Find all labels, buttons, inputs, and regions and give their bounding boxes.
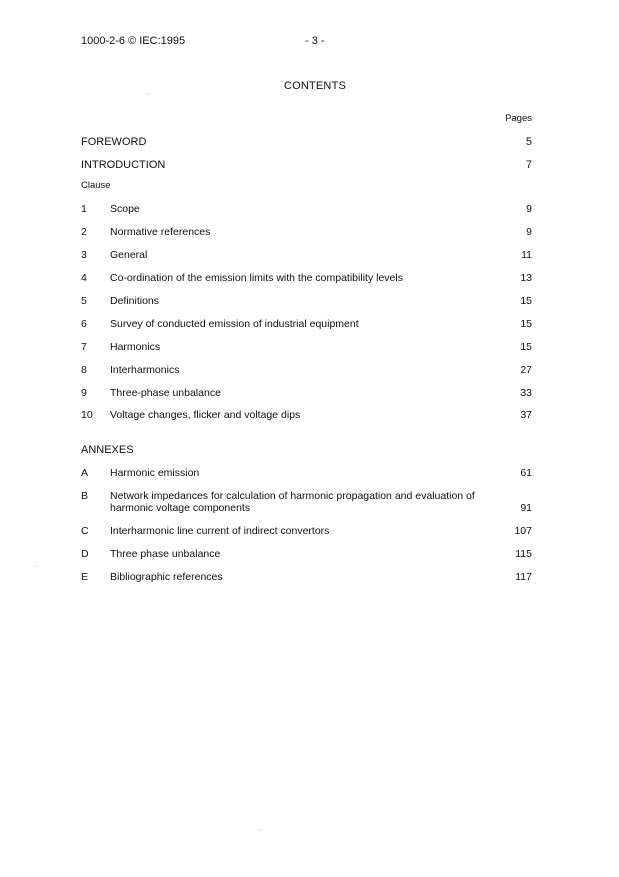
annexes-heading: ANNEXES	[81, 444, 134, 456]
toc-title: Co-ordination of the emission limits with the compatibility levels	[110, 272, 403, 284]
toc-number: 3	[81, 249, 87, 261]
toc-page: 15	[520, 318, 532, 330]
annex-title: Harmonic emission	[110, 467, 200, 479]
contents-title: CONTENTS	[283, 80, 347, 92]
annex-letter: A	[81, 467, 89, 479]
scan-speck	[260, 829, 261, 830]
toc-number: 1	[81, 203, 87, 215]
toc-page: 27	[520, 364, 532, 376]
annex-page: 117	[515, 571, 532, 583]
toc-page: 33	[520, 387, 532, 399]
toc-title: Survey of conducted emission of industrial equipment	[110, 318, 359, 330]
toc-page: 15	[520, 341, 532, 353]
foreword-page: 5	[525, 136, 532, 148]
toc-number: 6	[81, 318, 87, 330]
toc-number: 4	[81, 272, 87, 284]
toc-title: Normative references	[110, 226, 211, 238]
scan-speck	[148, 93, 149, 94]
introduction-entry: INTRODUCTION	[81, 159, 166, 171]
annex-letter: B	[81, 490, 89, 502]
foreword-entry: FOREWORD	[81, 136, 147, 148]
toc-page: 9	[526, 203, 532, 215]
toc-number: 7	[81, 341, 87, 353]
annex-page: 115	[515, 548, 532, 560]
toc-page: 13	[520, 272, 532, 284]
toc-title: Three-phase unbalance	[110, 387, 221, 399]
annex-title: Network impedances for calculation of harmonic propagation and evaluation of harmonic voltage components	[110, 490, 475, 514]
document-code: 1000-2-6 © IEC:1995	[81, 35, 186, 47]
annex-page: 91	[520, 502, 532, 514]
toc-number: 5	[81, 295, 87, 307]
toc-page: 9	[526, 226, 532, 238]
annex-page: 61	[520, 467, 532, 479]
pages-column-header: Pages	[505, 113, 532, 124]
introduction-page: 7	[525, 159, 532, 171]
toc-number: 2	[81, 226, 87, 238]
annex-letter: E	[81, 571, 89, 583]
annex-page: 107	[514, 525, 532, 537]
toc-number: 8	[81, 364, 87, 376]
toc-page: 11	[521, 249, 532, 261]
toc-number: 9	[81, 387, 87, 399]
toc-title: Definitions	[110, 295, 160, 307]
toc-title: Interharmonics	[110, 364, 180, 376]
toc-page: 37	[520, 409, 532, 421]
annex-letter: C	[81, 525, 89, 537]
annex-title: Bibliographic references	[110, 571, 223, 583]
clause-label: Clause	[81, 180, 111, 191]
page-number: - 3 -	[305, 35, 325, 47]
annex-letter: D	[81, 548, 89, 560]
annex-title: Three phase unbalance	[110, 548, 221, 560]
toc-title: Harmonics	[110, 341, 161, 353]
toc-title: Voltage changes, flicker and voltage dips	[110, 409, 301, 421]
toc-title: Scope	[110, 203, 140, 215]
scan-speck	[36, 566, 37, 567]
toc-page: 15	[520, 295, 532, 307]
toc-title: General	[110, 249, 148, 261]
annex-title: Interharmonic line current of indirect convertors	[110, 525, 330, 537]
toc-number: 10	[81, 409, 93, 421]
